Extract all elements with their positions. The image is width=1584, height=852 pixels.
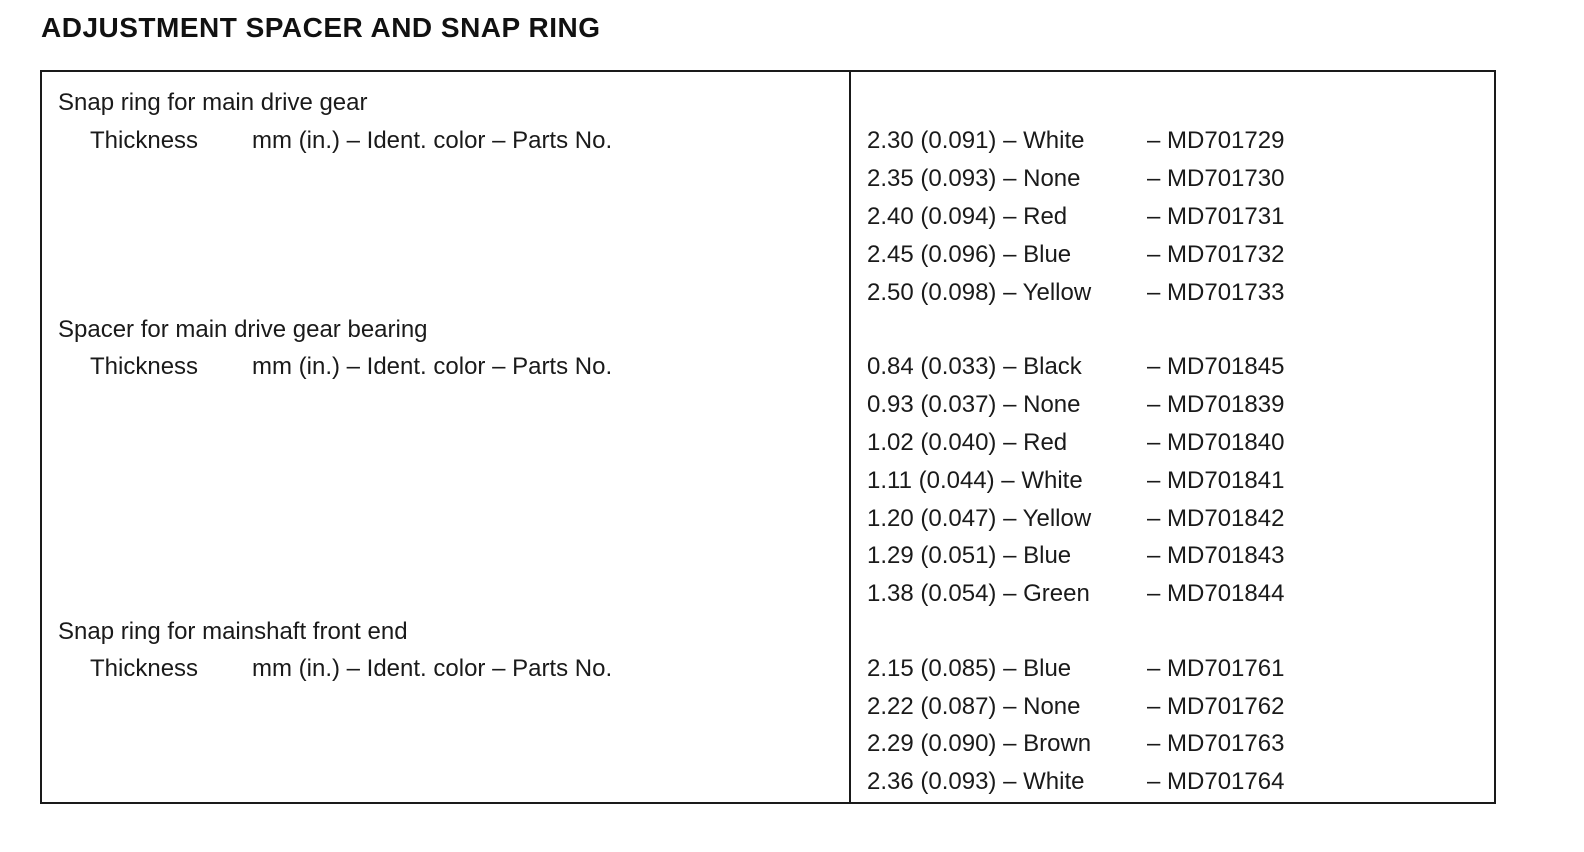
- part-number: – MD701731: [1147, 203, 1285, 230]
- thickness-value: 2.35 (0.093) – None: [867, 165, 1081, 192]
- part-number: – MD701729: [1147, 127, 1285, 154]
- thickness-value: 1.29 (0.051) – Blue: [867, 542, 1072, 569]
- section-heading: Snap ring for mainshaft front end: [58, 618, 408, 645]
- thickness-value: 0.93 (0.037) – None: [867, 391, 1081, 418]
- part-number: – MD701844: [1147, 580, 1285, 607]
- column-divider: [849, 72, 851, 802]
- part-number: – MD701732: [1147, 241, 1285, 268]
- thickness-value: 1.38 (0.054) – Green: [867, 580, 1090, 607]
- thickness-value: 1.11 (0.044) – White: [867, 467, 1083, 494]
- thickness-value: 1.02 (0.040) – Red: [867, 429, 1068, 456]
- part-number: – MD701761: [1147, 655, 1285, 682]
- page-title: ADJUSTMENT SPACER AND SNAP RING: [41, 12, 601, 43]
- part-number: – MD701733: [1147, 279, 1285, 306]
- units-label: mm (in.) – Ident. color – Parts No.: [252, 353, 613, 380]
- thickness-value: 1.20 (0.047) – Yellow: [867, 505, 1092, 532]
- part-number: – MD701841: [1147, 467, 1285, 494]
- part-number: – MD701763: [1147, 730, 1285, 757]
- section-heading: Snap ring for main drive gear: [58, 89, 368, 116]
- thickness-value: 2.30 (0.091) – White: [867, 127, 1085, 154]
- spec-table: [40, 70, 1496, 804]
- thickness-label: Thickness: [90, 127, 199, 154]
- thickness-label: Thickness: [90, 655, 199, 682]
- part-number: – MD701840: [1147, 429, 1285, 456]
- part-number: – MD701730: [1147, 165, 1285, 192]
- units-label: mm (in.) – Ident. color – Parts No.: [252, 655, 613, 682]
- thickness-value: 2.29 (0.090) – Brown: [867, 730, 1092, 757]
- section-heading: Spacer for main drive gear bearing: [58, 316, 428, 343]
- part-number: – MD701764: [1147, 768, 1285, 795]
- thickness-value: 2.36 (0.093) – White: [867, 768, 1085, 795]
- part-number: – MD701843: [1147, 542, 1285, 569]
- thickness-value: 2.40 (0.094) – Red: [867, 203, 1068, 230]
- thickness-value: 2.45 (0.096) – Blue: [867, 241, 1072, 268]
- thickness-value: 0.84 (0.033) – Black: [867, 353, 1082, 380]
- thickness-label: Thickness: [90, 353, 199, 380]
- part-number: – MD701839: [1147, 391, 1285, 418]
- part-number: – MD701845: [1147, 353, 1285, 380]
- thickness-value: 2.15 (0.085) – Blue: [867, 655, 1072, 682]
- part-number: – MD701762: [1147, 693, 1285, 720]
- units-label: mm (in.) – Ident. color – Parts No.: [252, 127, 613, 154]
- thickness-value: 2.22 (0.087) – None: [867, 693, 1081, 720]
- part-number: – MD701842: [1147, 505, 1285, 532]
- thickness-value: 2.50 (0.098) – Yellow: [867, 279, 1092, 306]
